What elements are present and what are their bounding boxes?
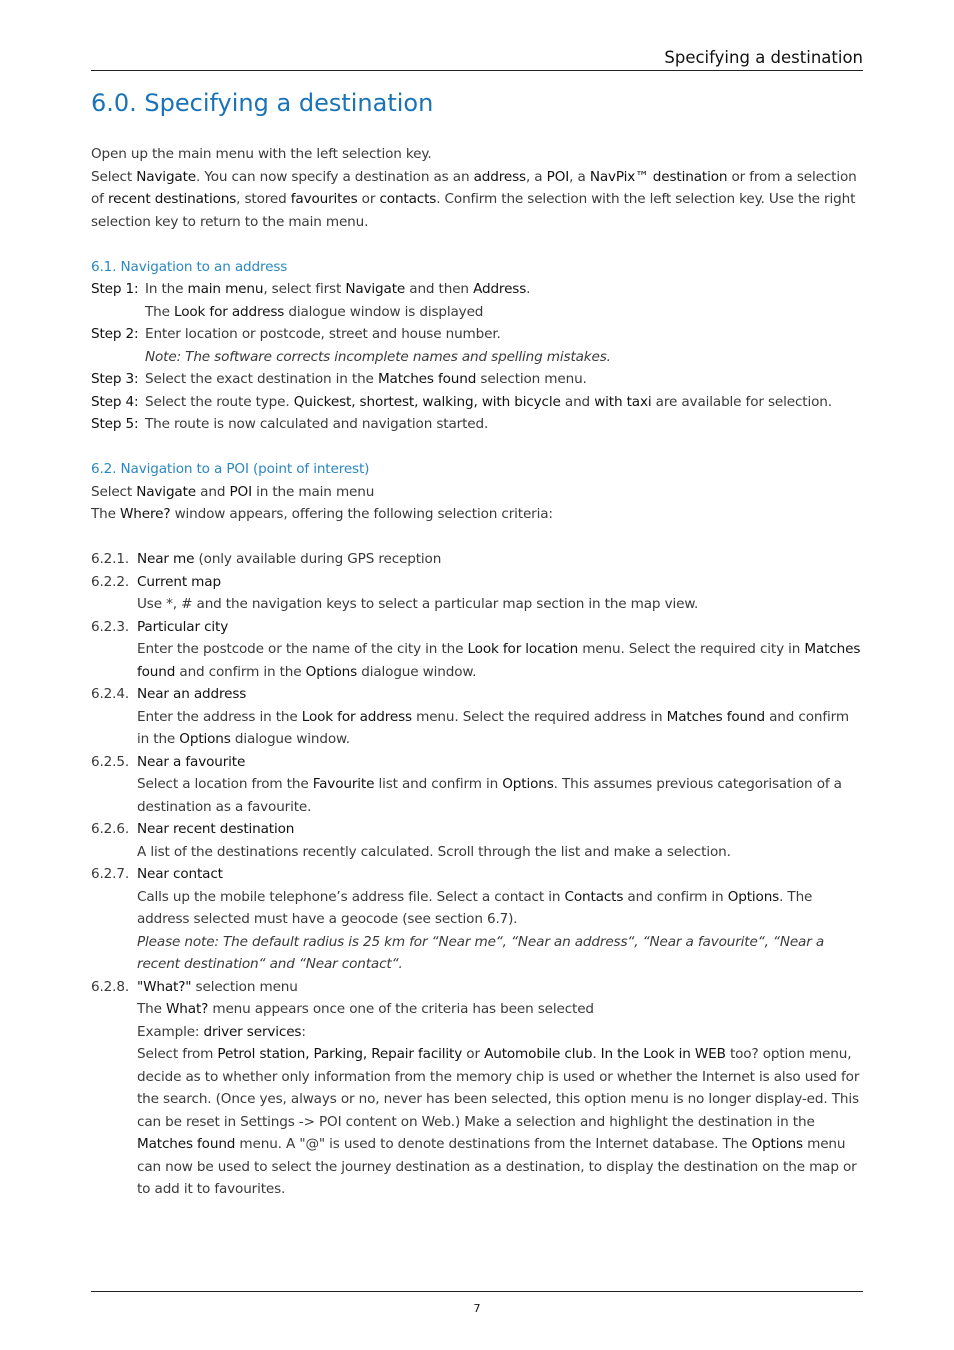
bold-term: Options [305, 663, 358, 680]
bold-term: Near an address [137, 686, 247, 702]
text-run: or [462, 1046, 485, 1062]
text-run: The [145, 303, 175, 320]
step-row [91, 391, 863, 414]
bold-term: Options [727, 888, 780, 905]
text-run: and [560, 393, 595, 410]
text-run: or [357, 191, 380, 207]
text-run: menu. Select the required city in [578, 641, 805, 657]
bold-term: main menu [187, 281, 264, 297]
text-run: . This assumes previous categorisation of a destination as a favourite. [137, 776, 842, 815]
bold-term: POI [229, 483, 252, 500]
text-run: In the [145, 281, 188, 297]
page-content [91, 143, 863, 1201]
text-run: . You can now specify a destination as an [196, 168, 474, 185]
text-run: . [592, 1046, 601, 1062]
running-header: Specifying a destination [91, 48, 863, 71]
criterion-title [137, 571, 221, 594]
bold-term: Near me [137, 551, 195, 567]
criterion-heading [91, 616, 863, 639]
bold-term: Where? [120, 506, 171, 522]
text-run: . The address selected must have a geocode (see section 6.7). [137, 888, 813, 927]
bold-term: Petrol station, Parking, Repair facility [217, 1046, 463, 1062]
step-row [91, 413, 863, 436]
text-run: The [137, 1001, 167, 1017]
criterion-number: 6.2.4. [91, 686, 130, 702]
step-label: Step 5: [91, 416, 139, 432]
bold-term: Near a favourite [137, 753, 246, 770]
section-6-1-title: 6.1. Navigation to an address [91, 258, 288, 275]
page-title: 6.0. Specifying a destination [91, 89, 434, 117]
text-run: Select the route type. [145, 393, 294, 410]
section-6-2-title: 6.2. Navigation to a POI (point of interest) [91, 461, 370, 477]
criterion-title [137, 683, 246, 706]
text-run: list and confirm in [374, 776, 503, 792]
text-run: Enter location or postcode, street and house number. [145, 326, 501, 342]
step-label: Step 1: [91, 281, 139, 297]
criterion-title [137, 976, 298, 999]
step-label: Step 3: [91, 371, 139, 387]
italic-note: Please note: The default radius is 25 km for “Near me“, “Near an address“, “Near a favourite“, “Near a recent destination“ and “Near contact“. [137, 933, 825, 972]
bold-term: Near contact [137, 866, 223, 882]
criterion-title [137, 616, 228, 639]
text-run: , a [525, 168, 547, 185]
criterion-number: 6.2.6. [91, 821, 130, 837]
text-run: Use *, # and the navigation keys to select a particular map section in the map view. [137, 596, 699, 612]
step-label: Step 2: [91, 326, 139, 342]
bold-term: Matches found [137, 641, 861, 680]
criterion-description [91, 1043, 863, 1201]
text-run: . Confirm the selection with the left selection key. Use the right selection key to return to the main menu. [91, 191, 856, 230]
criterion-description [91, 638, 863, 683]
text-run: and [196, 483, 230, 500]
spacer [91, 526, 863, 549]
text-run: : [301, 1023, 306, 1040]
text-run: Example: [137, 1023, 204, 1040]
criterion-number: 6.2.5. [91, 753, 130, 770]
text-run: Calls up the mobile telephone’s address file. Select a contact in [137, 888, 565, 905]
text-run: or from a selection of [91, 168, 857, 207]
text-run: and confirm in the [175, 663, 306, 680]
bold-term: Favourite [312, 776, 375, 792]
criterion-description [91, 593, 863, 616]
text-run: (only available during GPS reception [194, 551, 442, 567]
criterion-description [91, 886, 863, 931]
bold-term: Options [179, 731, 231, 747]
criterion-number: 6.2.3. [91, 618, 130, 635]
step-row [91, 323, 863, 346]
bold-term: with taxi [594, 393, 652, 410]
criterion-heading [91, 863, 863, 886]
criterion-heading [91, 548, 863, 571]
bold-term: Navigate [345, 281, 406, 297]
step-text [145, 368, 587, 391]
criterion-heading [91, 818, 863, 841]
bold-term: Current map [137, 573, 221, 590]
text-run: and confirm in the [137, 708, 849, 747]
text-run: The route is now calculated and navigation started. [145, 416, 489, 432]
text-run: Enter the postcode or the name of the city in the [137, 641, 468, 657]
text-run: Enter the address in the [137, 708, 302, 725]
bold-term: Near recent destination [137, 821, 295, 837]
criterion-number: 6.2.7. [91, 866, 130, 882]
criterion-number: 6.2.2. [91, 573, 130, 590]
criterion-title [137, 863, 223, 886]
text-run: menu. Select the required address in [411, 708, 667, 725]
intro-paragraph [91, 166, 863, 234]
bold-term: Automobile club [484, 1046, 593, 1062]
criterion-number: 6.2.8. [91, 978, 130, 995]
step-row [91, 278, 863, 301]
text-run: menu appears once one of the criteria has been selected [208, 1001, 594, 1017]
footer-rule [91, 1291, 863, 1292]
bold-term: Matches found [666, 708, 765, 725]
text-run: in the main menu [251, 483, 375, 500]
criterion-number: 6.2.1. [91, 551, 130, 567]
bold-term: In the Look in WEB [600, 1046, 726, 1062]
bold-term: Look for location [467, 641, 579, 657]
text-run: , select first [263, 281, 346, 297]
criterion-description [91, 706, 863, 751]
criterion-description [91, 998, 863, 1021]
step-row [91, 368, 863, 391]
bold-term: POI [546, 168, 570, 185]
criterion-description [91, 841, 863, 864]
bold-term: Particular city [137, 618, 229, 635]
bold-term: Options [751, 1136, 803, 1152]
step-list [91, 278, 863, 436]
step-note [91, 346, 863, 369]
text-run: , a [569, 168, 590, 185]
criterion-title [137, 548, 441, 571]
criterion-description [91, 931, 863, 976]
step-text [145, 391, 832, 414]
bold-term: Look for address [301, 708, 412, 725]
bold-term: What? [166, 1001, 209, 1017]
bold-term: recent destinations [107, 191, 237, 207]
text-run: , stored [236, 191, 291, 207]
text-run: window appears, offering the following selection criteria: [170, 506, 553, 522]
italic-note: Note: The software corrects incomplete names and spelling mistakes. [145, 348, 611, 365]
text-run: and confirm in [623, 888, 728, 905]
step-text [145, 323, 501, 346]
text-run: too? option menu, decide as to whether only information from the memory chip is used or whether the Internet is also used for the search. (Once yes, always or no, never has been selected, this option menu is no longer display-ed. This can be reset in Settings -> POI content on Web.) Make a selection and highlight the destination in the [137, 1046, 860, 1130]
bold-term: address [473, 168, 526, 185]
bold-term: Options [502, 776, 554, 792]
bold-term: NavPix™ destination [589, 168, 728, 185]
text-run: dialogue window. [357, 663, 477, 680]
criterion-title [137, 818, 294, 841]
bold-term: Address [473, 281, 527, 297]
text-run: and then [405, 281, 474, 297]
text-run: . [526, 281, 531, 297]
criterion-title [137, 751, 245, 774]
text-run: selection menu [191, 978, 298, 995]
text-run: dialogue window. [230, 731, 350, 747]
bold-term: favourites [290, 191, 358, 207]
text-run: Select a location from the [137, 776, 313, 792]
intro-line: Open up the main menu with the left selection key. [91, 146, 432, 162]
bold-term: "What?" [137, 978, 192, 995]
criterion-description [91, 773, 863, 818]
poi-line-1 [91, 481, 863, 504]
bold-term: Look for address [174, 303, 285, 320]
criterion-heading [91, 683, 863, 706]
criterion-heading [91, 751, 863, 774]
bold-term: Matches found [137, 1136, 236, 1152]
step-text [145, 278, 530, 301]
criterion-description [91, 1021, 863, 1044]
step-label: Step 4: [91, 393, 139, 410]
step-note [91, 301, 863, 324]
text-run: menu. A "@" is used to denote destinations from the Internet database. The [235, 1136, 752, 1152]
criterion-heading [91, 976, 863, 999]
page-number: 7 [473, 1302, 481, 1315]
criterion-heading [91, 571, 863, 594]
criteria-list [91, 548, 863, 1201]
step-text [145, 413, 488, 436]
text-run: The [91, 506, 121, 522]
text-run: Select [91, 483, 137, 500]
bold-term: Navigate [136, 168, 196, 185]
text-run: menu can now be used to select the journey destination as a destination, to display the destination on the map or to add it to favourites. [137, 1136, 857, 1197]
bold-term: driver services [203, 1023, 302, 1040]
text-run: Select [91, 168, 137, 185]
bold-term: Quickest, shortest, walking, with bicycle [293, 393, 561, 410]
poi-line-2 [91, 503, 863, 526]
text-run: Select the exact destination in the [145, 371, 378, 387]
bold-term: Navigate [136, 483, 196, 500]
bold-term: contacts [379, 191, 437, 207]
bold-term: Contacts [564, 888, 624, 905]
text-run: Select from [137, 1046, 218, 1062]
text-run: are available for selection. [651, 393, 832, 410]
text-run: dialogue window is displayed [284, 303, 484, 320]
text-run: A list of the destinations recently calculated. Scroll through the list and make a selection. [137, 843, 731, 860]
text-run: selection menu. [476, 371, 587, 387]
bold-term: Matches found [377, 371, 477, 387]
